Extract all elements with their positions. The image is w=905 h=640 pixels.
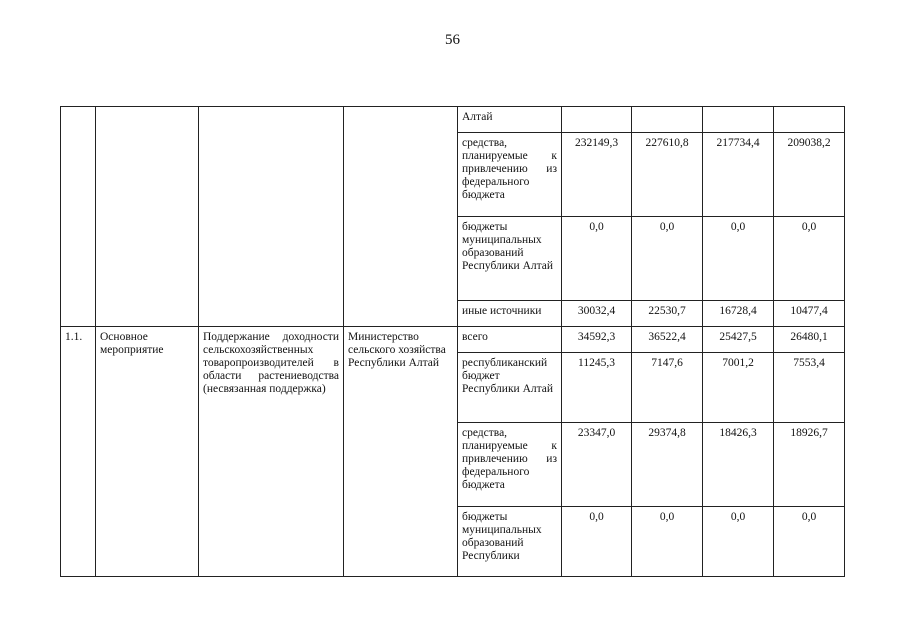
- value-cell: 34592,3: [562, 327, 632, 353]
- value-cell: 10477,4: [774, 301, 845, 327]
- value-cell: 7147,6: [632, 353, 703, 423]
- value-cell: 227610,8: [632, 133, 703, 217]
- activity-number-cell: [61, 107, 96, 327]
- value-cell: 26480,1: [774, 327, 845, 353]
- value-cell: 232149,3: [562, 133, 632, 217]
- value-cell: 0,0: [632, 507, 703, 577]
- page-number: 56: [445, 32, 460, 48]
- value-cell: 0,0: [632, 217, 703, 301]
- value-cell: 0,0: [703, 217, 774, 301]
- table-row: [61, 327, 845, 353]
- activity-name: Поддержание доходности сельскохозяйственных товаропроизводителей в области растениеводства (несвязанная поддержка): [199, 327, 344, 577]
- table-row: [61, 107, 845, 133]
- funding-source: Алтай: [458, 107, 562, 133]
- funding-source: средства, планируемые к привлечению из федерального бюджета: [458, 423, 562, 507]
- executor-cell: [344, 107, 458, 327]
- value-cell: 30032,4: [562, 301, 632, 327]
- funding-source: иные источники: [458, 301, 562, 327]
- value-cell: 22530,7: [632, 301, 703, 327]
- value-cell: 217734,4: [703, 133, 774, 217]
- value-cell: 0,0: [774, 217, 845, 301]
- funding-source: всего: [458, 327, 562, 353]
- value-cell: 29374,8: [632, 423, 703, 507]
- activity-executor: Министерство сельского хозяйства Республики Алтай: [344, 327, 458, 577]
- value-cell: [562, 107, 632, 133]
- value-cell: 0,0: [703, 507, 774, 577]
- value-cell: 0,0: [562, 217, 632, 301]
- funding-source: средства, планируемые к привлечению из федерального бюджета: [458, 133, 562, 217]
- value-cell: 36522,4: [632, 327, 703, 353]
- value-cell: 0,0: [562, 507, 632, 577]
- activity-number: 1.1.: [61, 327, 96, 577]
- activity-type-cell: [96, 107, 199, 327]
- value-cell: 0,0: [774, 507, 845, 577]
- value-cell: 16728,4: [703, 301, 774, 327]
- funding-table: [60, 106, 845, 577]
- value-cell: 18926,7: [774, 423, 845, 507]
- activity-name-cell: [199, 107, 344, 327]
- activity-type: Основное мероприятие: [96, 327, 199, 577]
- funding-source: бюджеты муниципальных образований Республики: [458, 507, 562, 577]
- value-cell: [703, 107, 774, 133]
- funding-source: республиканский бюджет Республики Алтай: [458, 353, 562, 423]
- value-cell: 11245,3: [562, 353, 632, 423]
- value-cell: 25427,5: [703, 327, 774, 353]
- value-cell: 7001,2: [703, 353, 774, 423]
- value-cell: 7553,4: [774, 353, 845, 423]
- value-cell: 18426,3: [703, 423, 774, 507]
- value-cell: [774, 107, 845, 133]
- funding-source: бюджеты муниципальных образований Республики Алтай: [458, 217, 562, 301]
- value-cell: 23347,0: [562, 423, 632, 507]
- value-cell: [632, 107, 703, 133]
- value-cell: 209038,2: [774, 133, 845, 217]
